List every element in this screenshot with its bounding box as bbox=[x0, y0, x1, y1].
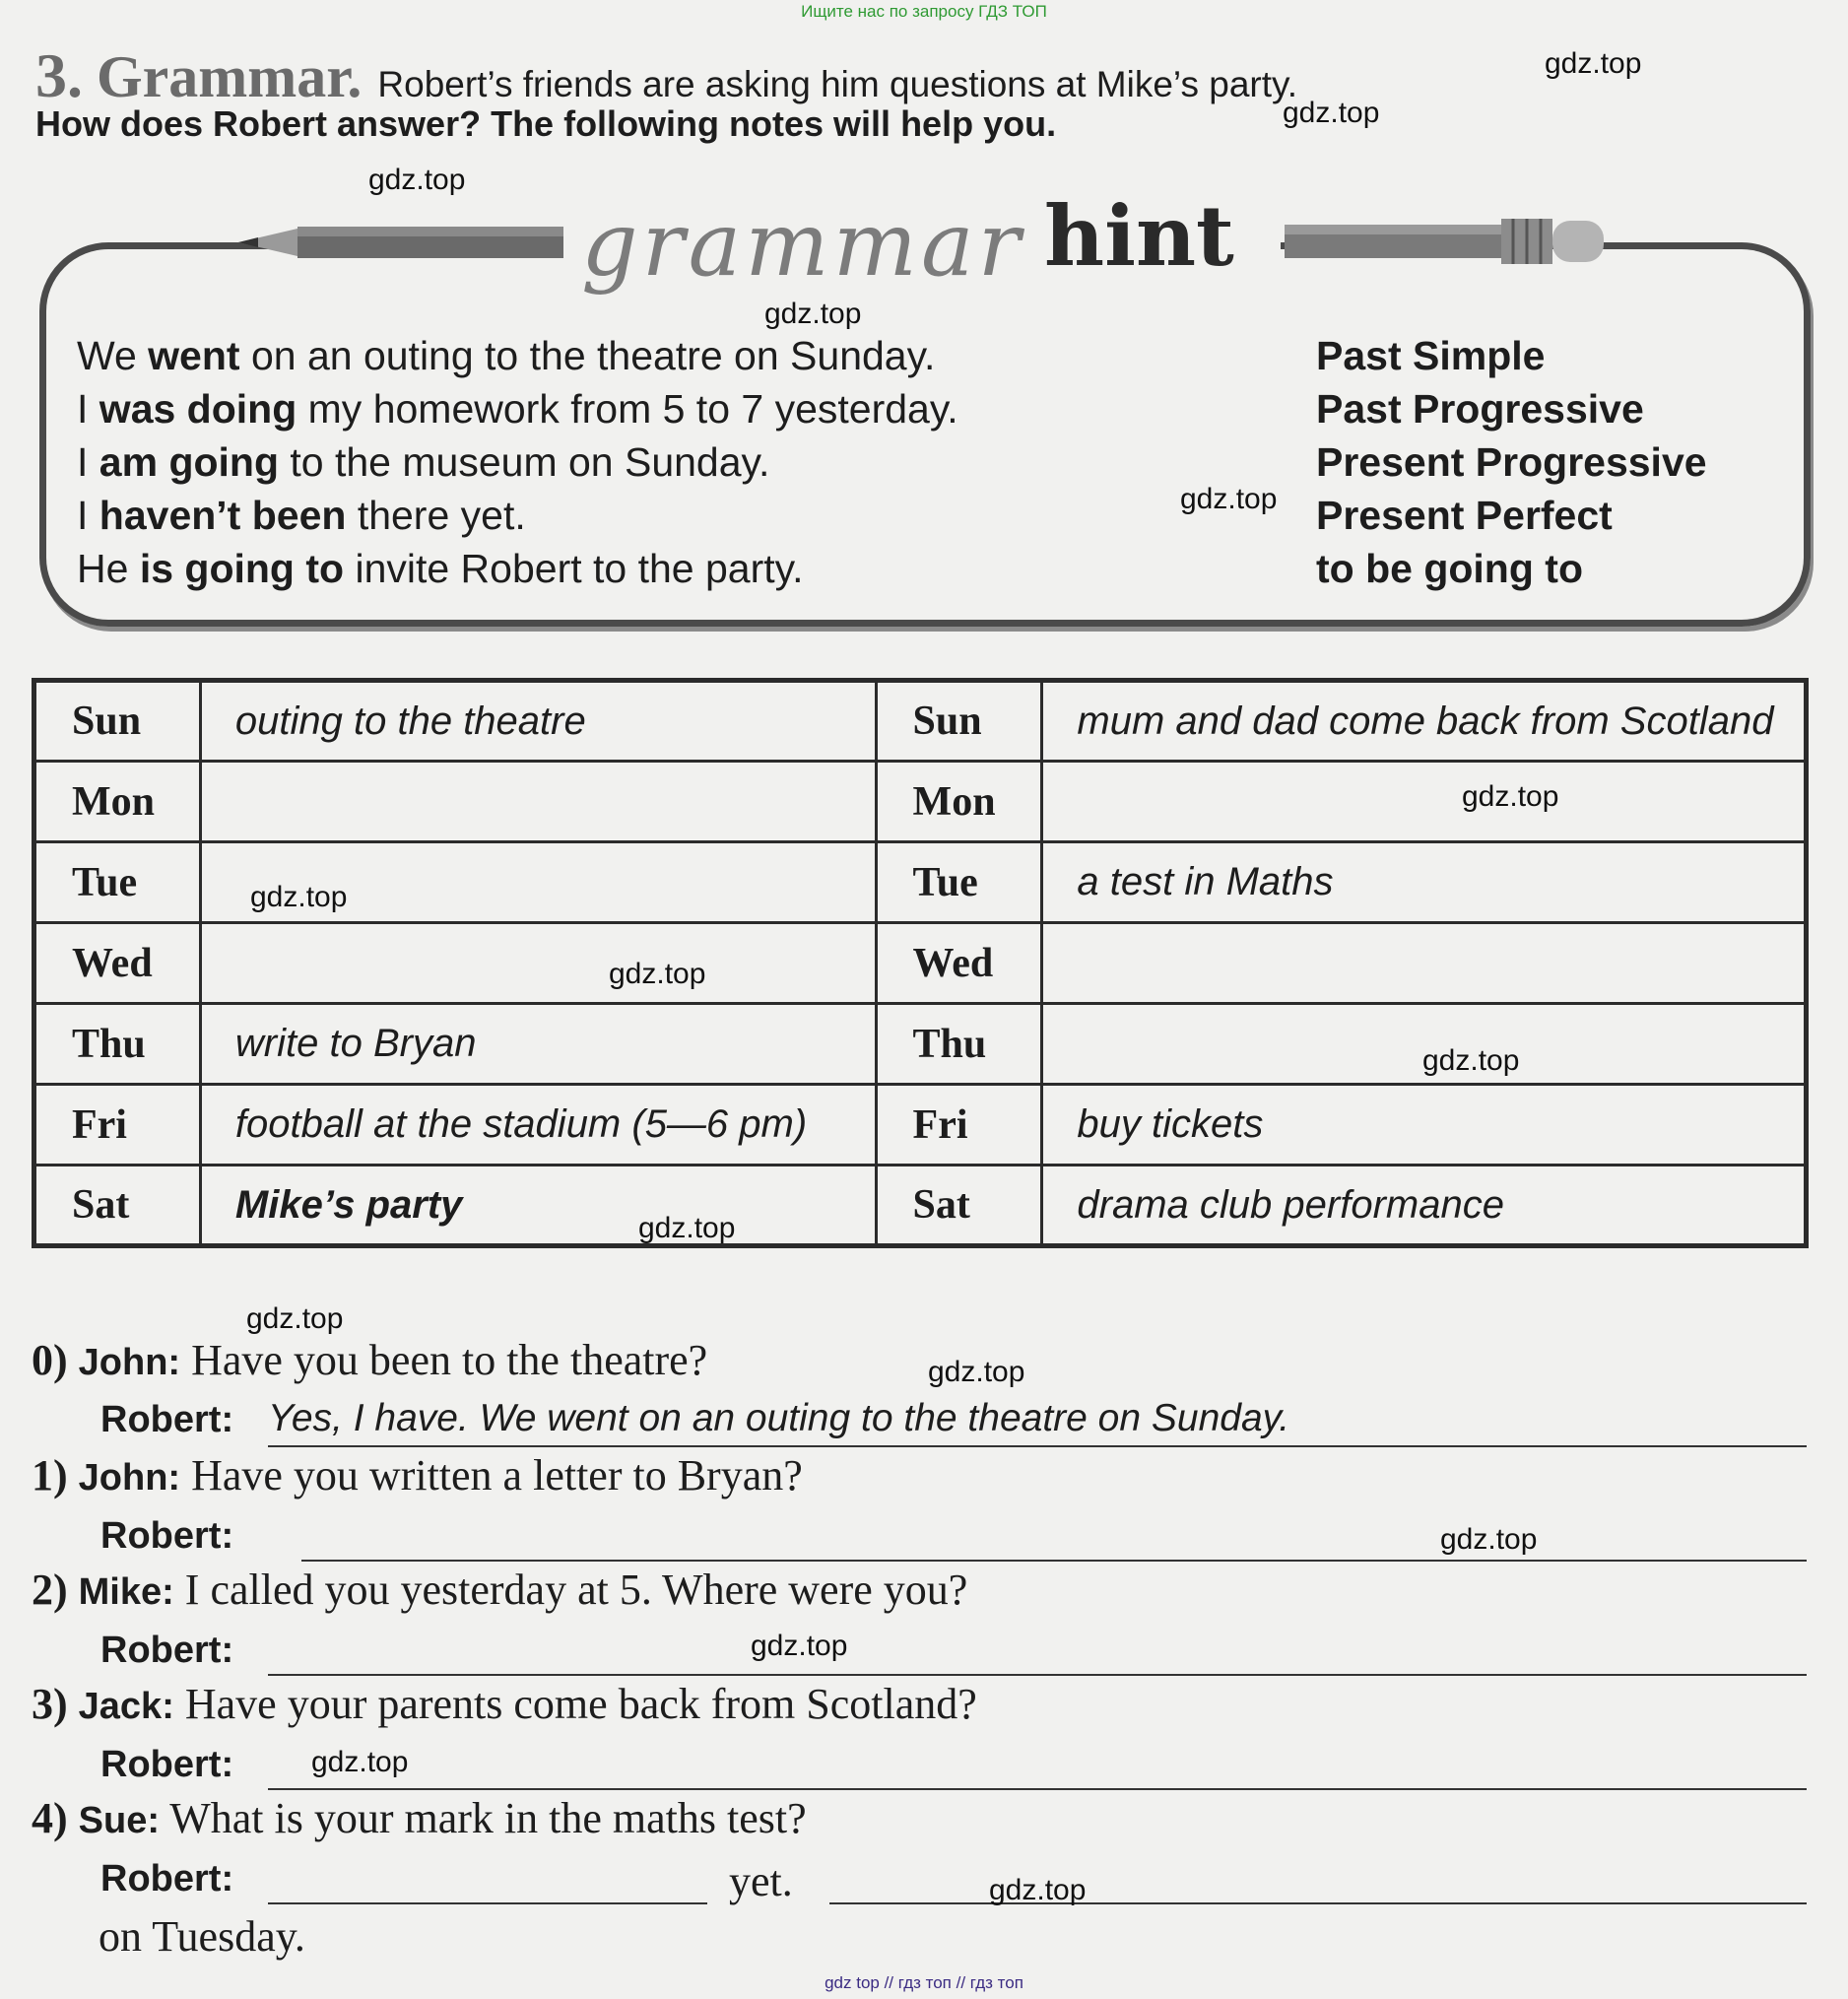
table-row bbox=[34, 1166, 1807, 1246]
watermark: gdz.top bbox=[751, 1630, 848, 1662]
answer-0: Yes, I have. We went on an outing to the theatre on Sunday. bbox=[268, 1397, 1290, 1439]
watermark: gdz.top bbox=[638, 1212, 736, 1244]
day-cell: Tue bbox=[876, 842, 1042, 923]
note-cell: drama club performance bbox=[1042, 1166, 1807, 1246]
table-row bbox=[34, 1085, 1807, 1166]
task-instruction-1: Robert’s friends are asking him questions at Mike’s party. bbox=[377, 64, 1298, 104]
watermark: gdz.top bbox=[246, 1302, 344, 1335]
hint-tense-4: Present Perfect bbox=[1316, 493, 1613, 538]
watermark: gdz.top bbox=[1440, 1523, 1538, 1556]
day-cell: Tue bbox=[34, 842, 201, 923]
hint-title-script: grammar bbox=[581, 193, 1024, 297]
day-cell: Thu bbox=[876, 1004, 1042, 1085]
watermark: gdz.top bbox=[368, 164, 466, 196]
hint-tense-1: Past Simple bbox=[1316, 333, 1546, 378]
watermark: gdz.top bbox=[1180, 483, 1278, 515]
note-cell: mum and dad come back from Scotland bbox=[1042, 681, 1807, 762]
robert-label: Robert: bbox=[100, 1630, 234, 1671]
hint-example-5: He is going to invite Robert to the party. bbox=[77, 546, 804, 591]
day-cell: Wed bbox=[876, 923, 1042, 1004]
q4-mid-text: yet. bbox=[729, 1857, 793, 1905]
robert-label: Robert: bbox=[100, 1858, 234, 1899]
top-banner: Ищите нас по запросу ГДЗ ТОП bbox=[801, 2, 1047, 21]
day-cell: Sat bbox=[34, 1166, 201, 1246]
watermark: gdz.top bbox=[1462, 780, 1559, 813]
answer-line[interactable] bbox=[268, 1674, 1807, 1676]
hint-tense-2: Past Progressive bbox=[1316, 386, 1644, 432]
question-3: 3) Jack: Have your parents come back from Scotland? bbox=[32, 1680, 977, 1728]
question-0: 0) John: Have you been to the theatre? bbox=[32, 1336, 708, 1384]
note-cell: outing to the theatre bbox=[200, 681, 876, 762]
question-4: 4) Sue: What is your mark in the maths test? bbox=[32, 1794, 807, 1842]
table-row bbox=[34, 1004, 1807, 1085]
answer-line[interactable] bbox=[268, 1445, 1807, 1447]
task-heading bbox=[35, 39, 1297, 112]
table-row bbox=[34, 681, 1807, 762]
watermark: gdz.top bbox=[989, 1874, 1087, 1906]
task-instruction-2: How does Robert answer? The following notes will help you. bbox=[35, 103, 1057, 144]
answer-line[interactable] bbox=[829, 1902, 1807, 1904]
watermark: gdz.top bbox=[1422, 1044, 1520, 1077]
pencil-eraser-icon bbox=[1285, 211, 1610, 274]
answer-line[interactable] bbox=[301, 1560, 1807, 1562]
note-cell bbox=[200, 762, 876, 842]
note-cell: a test in Maths bbox=[1042, 842, 1807, 923]
hint-tense-3: Present Progressive bbox=[1316, 439, 1707, 485]
watermark: gdz.top bbox=[1545, 47, 1642, 80]
watermark: gdz.top bbox=[311, 1746, 409, 1778]
day-cell: Thu bbox=[34, 1004, 201, 1085]
note-cell bbox=[1042, 762, 1807, 842]
robert-label: Robert: bbox=[100, 1399, 234, 1440]
watermark: gdz.top bbox=[609, 958, 706, 990]
day-cell: Fri bbox=[876, 1085, 1042, 1166]
note-cell: football at the stadium (5—6 pm) bbox=[200, 1085, 876, 1166]
note-cell: buy tickets bbox=[1042, 1085, 1807, 1166]
hint-example-2: I was doing my homework from 5 to 7 yesterday. bbox=[77, 386, 958, 432]
day-cell: Mon bbox=[34, 762, 201, 842]
task-title: Grammar. bbox=[97, 44, 363, 109]
question-2: 2) Mike: I called you yesterday at 5. Where were you? bbox=[32, 1566, 968, 1614]
hint-tense-5: to be going to bbox=[1316, 546, 1583, 591]
answer-line[interactable] bbox=[268, 1902, 707, 1904]
note-cell bbox=[1042, 923, 1807, 1004]
day-cell: Sun bbox=[876, 681, 1042, 762]
day-cell: Sun bbox=[34, 681, 201, 762]
pencil-icon bbox=[238, 213, 563, 272]
watermark: gdz.top bbox=[1283, 97, 1380, 129]
bottom-banner: gdz top // гдз топ // гдз топ bbox=[825, 1973, 1023, 1992]
hint-example-4: I haven’t been there yet. bbox=[77, 493, 526, 538]
schedule-table bbox=[32, 678, 1809, 1248]
day-cell: Fri bbox=[34, 1085, 201, 1166]
answer-line[interactable] bbox=[268, 1788, 1807, 1790]
hint-example-1: We went on an outing to the theatre on Sunday. bbox=[77, 333, 936, 378]
day-cell: Mon bbox=[876, 762, 1042, 842]
q4-end-text: on Tuesday. bbox=[99, 1912, 305, 1961]
question-1: 1) John: Have you written a letter to Bryan? bbox=[32, 1451, 803, 1499]
note-cell: Mike’s party bbox=[200, 1166, 876, 1246]
watermark: gdz.top bbox=[250, 881, 348, 913]
note-cell bbox=[200, 923, 876, 1004]
task-number: 3. bbox=[35, 40, 83, 110]
robert-label: Robert: bbox=[100, 1515, 234, 1557]
watermark: gdz.top bbox=[764, 298, 862, 330]
watermark: gdz.top bbox=[928, 1356, 1025, 1388]
day-cell: Sat bbox=[876, 1166, 1042, 1246]
robert-label: Robert: bbox=[100, 1744, 234, 1785]
note-cell: write to Bryan bbox=[200, 1004, 876, 1085]
day-cell: Wed bbox=[34, 923, 201, 1004]
table-row bbox=[34, 923, 1807, 1004]
hint-title-bold: hint bbox=[1044, 187, 1234, 285]
hint-example-3: I am going to the museum on Sunday. bbox=[77, 439, 770, 485]
